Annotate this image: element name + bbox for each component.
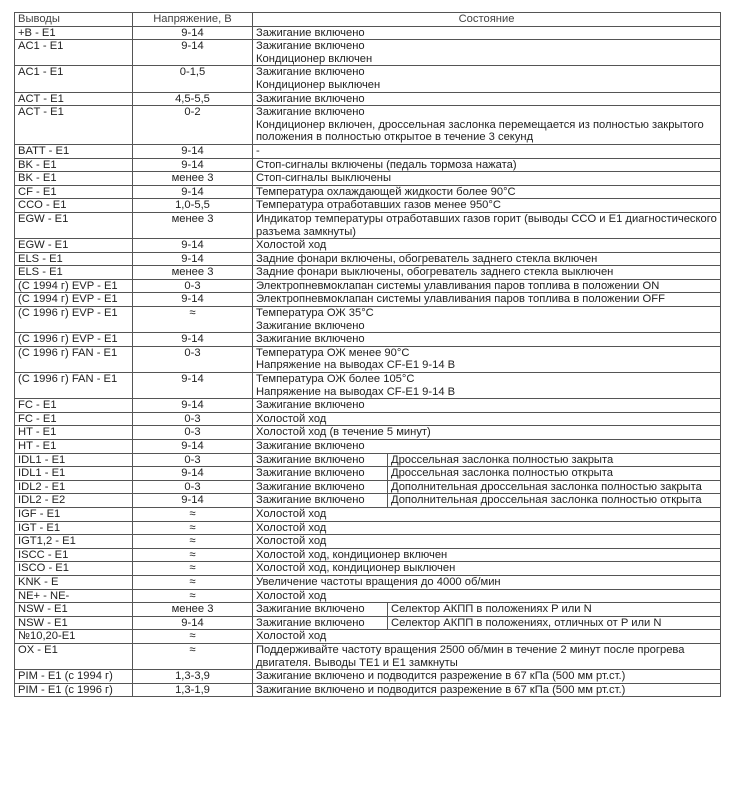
voltage-cell: 0-3	[133, 426, 253, 440]
pin-cell: IDL1 - E1	[15, 467, 133, 481]
voltage-cell: 1,3-3,9	[133, 670, 253, 684]
state-cell: Стоп-сигналы включены (педаль тормоза нажата)	[253, 158, 721, 172]
voltage-cell: ≈	[133, 630, 253, 644]
condition-cell: Зажигание включено	[253, 467, 388, 481]
state-cell: Зажигание включено Кондиционер выключен	[253, 66, 721, 92]
state-cell: Холостой ход	[253, 589, 721, 603]
voltage-cell: менее 3	[133, 172, 253, 186]
voltage-cell: 9-14	[133, 40, 253, 66]
table-row	[15, 670, 721, 684]
table-row	[15, 293, 721, 307]
pin-cell: EGW - E1	[15, 239, 133, 253]
pin-cell: IDL2 - E2	[15, 494, 133, 508]
table-row	[15, 480, 721, 494]
header-voltage: Напряжение, В	[133, 13, 253, 27]
table-row	[15, 185, 721, 199]
voltage-cell: 9-14	[133, 144, 253, 158]
state-cell: Зажигание включено	[253, 440, 721, 454]
table-row	[15, 266, 721, 280]
state-cell: Поддерживайте частоту вращения 2500 об/мин в течение 2 минут после прогрева двигателя. Выводы TE1 и E1 замкнуты	[253, 643, 721, 669]
detail-cell: Селектор АКПП в положениях P или N	[388, 603, 721, 617]
pin-cell: ELS - E1	[15, 252, 133, 266]
pin-cell: NSW - E1	[15, 616, 133, 630]
state-cell: Задние фонари включены, обогреватель заднего стекла включен	[253, 252, 721, 266]
pin-cell: HT - E1	[15, 426, 133, 440]
pin-cell: IGF - E1	[15, 507, 133, 521]
table-row	[15, 172, 721, 186]
voltage-cell: 0-3	[133, 346, 253, 372]
condition-cell: Зажигание включено	[253, 616, 388, 630]
detail-cell: Дроссельная заслонка полностью открыта	[388, 467, 721, 481]
voltage-cell: 9-14	[133, 158, 253, 172]
pin-cell: +B - E1	[15, 26, 133, 40]
pin-cell: ACT - E1	[15, 106, 133, 145]
table-row	[15, 467, 721, 481]
pin-cell: ELS - E1	[15, 266, 133, 280]
pin-cell: FC - E1	[15, 399, 133, 413]
state-cell: Холостой ход (в течение 5 минут)	[253, 426, 721, 440]
voltage-cell: 1,0-5,5	[133, 199, 253, 213]
header-pin: Выводы	[15, 13, 133, 27]
state-cell: Зажигание включено и подводится разрежение в 67 кПа (500 мм рт.ст.)	[253, 683, 721, 697]
voltage-cell: ≈	[133, 535, 253, 549]
voltage-cell: 0-3	[133, 279, 253, 293]
voltage-cell: ≈	[133, 643, 253, 669]
voltage-table-sheet	[14, 12, 721, 697]
condition-cell: Зажигание включено	[253, 453, 388, 467]
voltage-cell: 9-14	[133, 239, 253, 253]
table-row	[15, 92, 721, 106]
pin-cell: KNK - E	[15, 575, 133, 589]
state-cell: Зажигание включено Кондиционер включен	[253, 40, 721, 66]
voltage-cell: 9-14	[133, 616, 253, 630]
state-cell: Температура ОЖ более 105°C Напряжение на выводах CF-E1 9-14 В	[253, 373, 721, 399]
state-cell: Температура отработавших газов менее 950°C	[253, 199, 721, 213]
table-row	[15, 26, 721, 40]
table-row	[15, 199, 721, 213]
voltage-cell: 0-2	[133, 106, 253, 145]
state-cell: Индикатор температуры отработавших газов горит (выводы CCO и E1 диагностического разъема замкнуты)	[253, 212, 721, 238]
state-cell: Зажигание включено Кондиционер включен, дроссельная заслонка перемещается из полностью закрытого положения в полностью открытое в течение 3 секунд	[253, 106, 721, 145]
voltage-cell: 9-14	[133, 494, 253, 508]
table-row	[15, 683, 721, 697]
state-cell: Электропневмоклапан системы улавливания паров топлива в положении ON	[253, 279, 721, 293]
state-cell: Холостой ход	[253, 412, 721, 426]
voltage-cell: ≈	[133, 507, 253, 521]
state-cell: Холостой ход	[253, 535, 721, 549]
table-row	[15, 212, 721, 238]
pin-cell: ACT - E1	[15, 92, 133, 106]
table-row	[15, 643, 721, 669]
detail-cell: Дополнительная дроссельная заслонка полностью закрыта	[388, 480, 721, 494]
pin-cell: (С 1996 г) FAN - E1	[15, 373, 133, 399]
table-row	[15, 548, 721, 562]
state-cell: Холостой ход, кондиционер включен	[253, 548, 721, 562]
pin-cell: (С 1996 г) EVP - E1	[15, 307, 133, 333]
table-row	[15, 252, 721, 266]
pin-cell: IDL1 - E1	[15, 453, 133, 467]
pin-cell: FC - E1	[15, 412, 133, 426]
table-row	[15, 158, 721, 172]
voltage-cell: 9-14	[133, 373, 253, 399]
state-cell: Зажигание включено	[253, 333, 721, 347]
condition-cell: Зажигание включено	[253, 494, 388, 508]
voltage-cell: 9-14	[133, 185, 253, 199]
table-row	[15, 453, 721, 467]
condition-cell: Зажигание включено	[253, 480, 388, 494]
state-cell: Увеличение частоты вращения до 4000 об/мин	[253, 575, 721, 589]
table-row	[15, 603, 721, 617]
table-body	[15, 26, 721, 697]
state-cell: Электропневмоклапан системы улавливания паров топлива в положении OFF	[253, 293, 721, 307]
voltage-cell: 0-3	[133, 412, 253, 426]
table-row	[15, 616, 721, 630]
voltage-cell: ≈	[133, 575, 253, 589]
pin-cell: IDL2 - E1	[15, 480, 133, 494]
voltage-cell: 0-1,5	[133, 66, 253, 92]
table-row	[15, 399, 721, 413]
pin-cell: EGW - E1	[15, 212, 133, 238]
table-row	[15, 630, 721, 644]
state-cell: Задние фонари выключены, обогреватель заднего стекла выключен	[253, 266, 721, 280]
state-cell: Холостой ход	[253, 239, 721, 253]
pin-cell: PIM - E1 (с 1996 г)	[15, 683, 133, 697]
state-cell: -	[253, 144, 721, 158]
state-cell: Зажигание включено	[253, 26, 721, 40]
pin-cell: IGT - E1	[15, 521, 133, 535]
state-cell: Температура ОЖ 35°C Зажигание включено	[253, 307, 721, 333]
voltage-cell: ≈	[133, 589, 253, 603]
table-row	[15, 507, 721, 521]
pin-cell: BATT - E1	[15, 144, 133, 158]
pin-cell: NE+ - NE-	[15, 589, 133, 603]
voltage-cell: 9-14	[133, 26, 253, 40]
pin-cell: №10,20-E1	[15, 630, 133, 644]
table-row	[15, 494, 721, 508]
voltage-cell: 9-14	[133, 467, 253, 481]
voltage-cell: менее 3	[133, 266, 253, 280]
detail-cell: Селектор АКПП в положениях, отличных от P или N	[388, 616, 721, 630]
voltage-cell: 0-3	[133, 480, 253, 494]
table-row	[15, 144, 721, 158]
state-cell: Холостой ход, кондиционер выключен	[253, 562, 721, 576]
voltage-cell: менее 3	[133, 212, 253, 238]
state-cell: Стоп-сигналы выключены	[253, 172, 721, 186]
header-state: Состояние	[253, 13, 721, 27]
table-row	[15, 575, 721, 589]
pin-cell: IGT1,2 - E1	[15, 535, 133, 549]
table-row	[15, 426, 721, 440]
state-cell: Зажигание включено	[253, 92, 721, 106]
voltage-table	[14, 12, 721, 697]
state-cell: Холостой ход	[253, 521, 721, 535]
pin-cell: CCO - E1	[15, 199, 133, 213]
pin-cell: PIM - E1 (с 1994 г)	[15, 670, 133, 684]
voltage-cell: 9-14	[133, 440, 253, 454]
pin-cell: (С 1996 г) FAN - E1	[15, 346, 133, 372]
voltage-cell: ≈	[133, 307, 253, 333]
table-row	[15, 106, 721, 145]
state-cell: Зажигание включено	[253, 399, 721, 413]
voltage-cell: 4,5-5,5	[133, 92, 253, 106]
voltage-cell: менее 3	[133, 603, 253, 617]
table-row	[15, 521, 721, 535]
voltage-cell: 0-3	[133, 453, 253, 467]
voltage-cell: ≈	[133, 548, 253, 562]
pin-cell: BK - E1	[15, 172, 133, 186]
table-row	[15, 535, 721, 549]
detail-cell: Дроссельная заслонка полностью закрыта	[388, 453, 721, 467]
table-row	[15, 333, 721, 347]
pin-cell: CF - E1	[15, 185, 133, 199]
detail-cell: Дополнительная дроссельная заслонка полностью открыта	[388, 494, 721, 508]
state-cell: Холостой ход	[253, 630, 721, 644]
table-row	[15, 279, 721, 293]
pin-cell: NSW - E1	[15, 603, 133, 617]
pin-cell: ISCC - E1	[15, 548, 133, 562]
table-row	[15, 412, 721, 426]
table-row	[15, 373, 721, 399]
table-row	[15, 239, 721, 253]
table-row	[15, 440, 721, 454]
voltage-cell: 9-14	[133, 399, 253, 413]
voltage-cell: 9-14	[133, 333, 253, 347]
pin-cell: AC1 - E1	[15, 40, 133, 66]
state-cell: Холостой ход	[253, 507, 721, 521]
pin-cell: AC1 - E1	[15, 66, 133, 92]
table-row	[15, 562, 721, 576]
table-row	[15, 66, 721, 92]
state-cell: Температура ОЖ менее 90°C Напряжение на выводах CF-E1 9-14 В	[253, 346, 721, 372]
state-cell: Температура охлаждающей жидкости более 90°C	[253, 185, 721, 199]
pin-cell: (С 1996 г) EVP - E1	[15, 333, 133, 347]
header-row	[15, 13, 721, 27]
pin-cell: HT - E1	[15, 440, 133, 454]
pin-cell: ISCO - E1	[15, 562, 133, 576]
voltage-cell: ≈	[133, 521, 253, 535]
voltage-cell: 1,3-1,9	[133, 683, 253, 697]
pin-cell: (С 1994 г) EVP - E1	[15, 279, 133, 293]
table-row	[15, 589, 721, 603]
table-row	[15, 346, 721, 372]
voltage-cell: 9-14	[133, 252, 253, 266]
condition-cell: Зажигание включено	[253, 603, 388, 617]
state-cell: Зажигание включено и подводится разрежение в 67 кПа (500 мм рт.ст.)	[253, 670, 721, 684]
table-row	[15, 307, 721, 333]
voltage-cell: 9-14	[133, 293, 253, 307]
pin-cell: (С 1994 г) EVP - E1	[15, 293, 133, 307]
pin-cell: OX - E1	[15, 643, 133, 669]
pin-cell: BK - E1	[15, 158, 133, 172]
table-row	[15, 40, 721, 66]
voltage-cell: ≈	[133, 562, 253, 576]
